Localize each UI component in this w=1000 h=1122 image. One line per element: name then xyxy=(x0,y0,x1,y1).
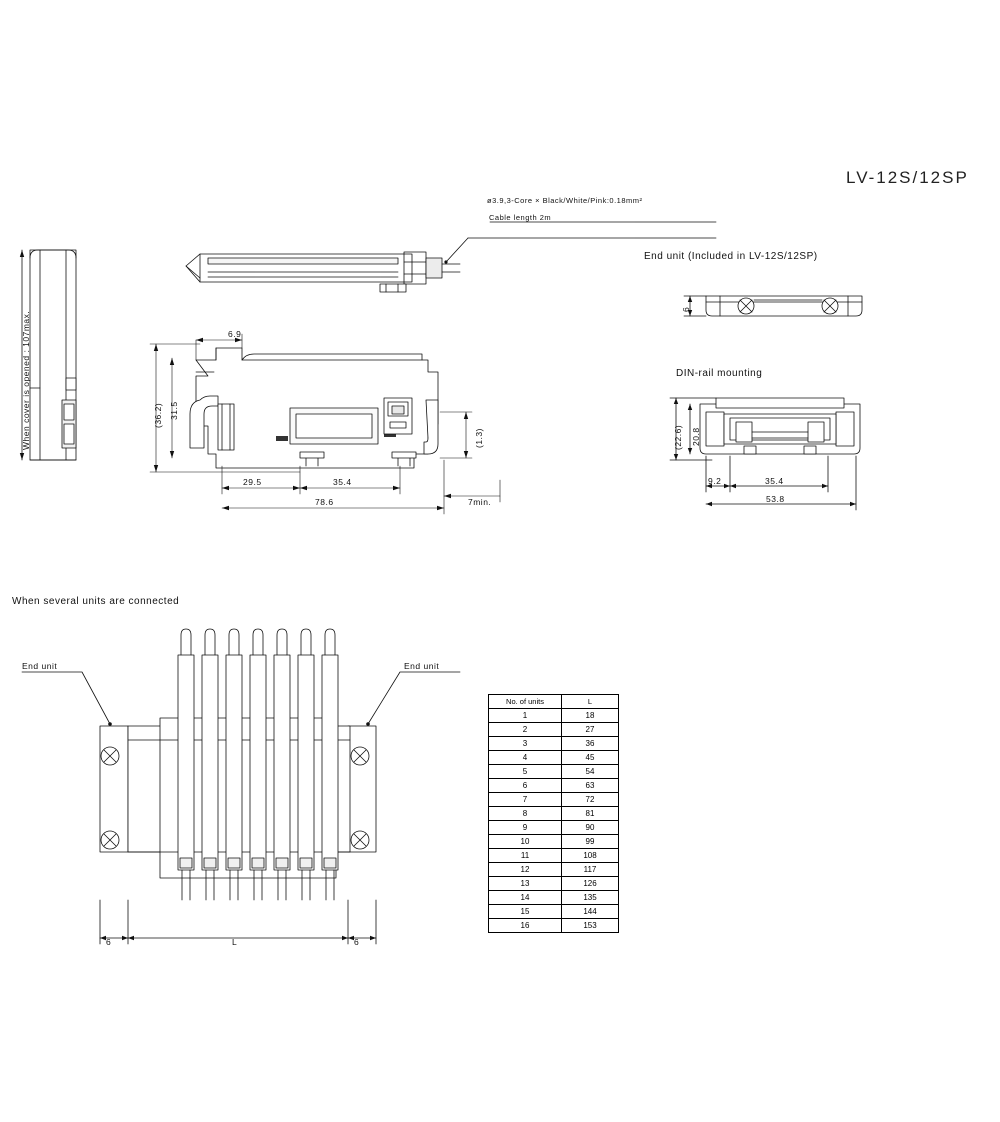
table-header-row xyxy=(489,695,619,709)
cell-length: 90 xyxy=(562,821,619,835)
cell-length: 126 xyxy=(562,877,619,891)
top-view-with-cable xyxy=(186,222,716,292)
front-view xyxy=(190,348,438,468)
cell-length: 54 xyxy=(562,765,619,779)
dim-20-8: 20.8 xyxy=(691,427,701,446)
cell-units: 3 xyxy=(489,737,562,751)
table-row xyxy=(489,849,619,863)
end-unit-left-label: End unit xyxy=(22,661,58,671)
cell-units: 16 xyxy=(489,919,562,933)
table-row xyxy=(489,905,619,919)
cell-units: 10 xyxy=(489,835,562,849)
cover-open-label: When cover is opened : 107max. xyxy=(21,310,31,450)
dim-78-6: 78.6 xyxy=(315,497,334,507)
table-row xyxy=(489,891,619,905)
table-row xyxy=(489,779,619,793)
dim-35-4: 35.4 xyxy=(333,477,352,487)
cell-units: 9 xyxy=(489,821,562,835)
dim-6-9: 6.9 xyxy=(228,329,242,339)
cell-length: 36 xyxy=(562,737,619,751)
table-row xyxy=(489,877,619,891)
table-body xyxy=(489,709,619,933)
table-header-no-of-units: No. of units xyxy=(489,695,562,709)
cell-length: 117 xyxy=(562,863,619,877)
cell-length: 45 xyxy=(562,751,619,765)
table-row xyxy=(489,751,619,765)
table-row xyxy=(489,919,619,933)
dim-1-3: (1.3) xyxy=(474,428,484,448)
end-unit-view xyxy=(681,296,862,316)
dim-31-5: 31.5 xyxy=(169,401,179,420)
dim-22-6: (22.6) xyxy=(673,424,683,450)
dim-9-2: 9.2 xyxy=(708,476,722,486)
multi-unit-view xyxy=(22,629,460,944)
cell-length: 135 xyxy=(562,891,619,905)
cell-units: 12 xyxy=(489,863,562,877)
cell-units: 8 xyxy=(489,807,562,821)
end-unit-note-label: End unit (Included in LV-12S/12SP) xyxy=(644,251,818,262)
cell-units: 6 xyxy=(489,779,562,793)
dim-conn-L: L xyxy=(232,937,238,947)
dim-din-35-4: 35.4 xyxy=(765,476,784,486)
units-length-table xyxy=(488,694,619,933)
cell-length: 99 xyxy=(562,835,619,849)
table-row xyxy=(489,709,619,723)
table-row xyxy=(489,807,619,821)
cable-spec-label-line2: Cable length 2m xyxy=(489,213,552,222)
table-row xyxy=(489,863,619,877)
several-units-label: When several units are connected xyxy=(12,596,180,607)
cable-spec-label-line1: ø3.9,3-Core × Black/White/Pink:0.18mm² xyxy=(487,196,643,205)
table-row xyxy=(489,821,619,835)
dim-53-8: 53.8 xyxy=(766,494,785,504)
cell-length: 81 xyxy=(562,807,619,821)
cell-units: 13 xyxy=(489,877,562,891)
table-row xyxy=(489,835,619,849)
cell-length: 27 xyxy=(562,723,619,737)
dim-7min: 7min. xyxy=(468,497,492,507)
din-rail-view xyxy=(670,398,860,510)
cell-units: 11 xyxy=(489,849,562,863)
cell-units: 7 xyxy=(489,793,562,807)
dim-36-2: (36.2) xyxy=(153,402,163,428)
end-unit-right-label: End unit xyxy=(404,661,440,671)
din-rail-label: DIN-rail mounting xyxy=(676,368,763,379)
cell-length: 108 xyxy=(562,849,619,863)
cell-length: 63 xyxy=(562,779,619,793)
page-title: LV-12S/12SP xyxy=(846,168,969,187)
cell-units: 1 xyxy=(489,709,562,723)
cell-units: 5 xyxy=(489,765,562,779)
cell-length: 153 xyxy=(562,919,619,933)
table-row xyxy=(489,723,619,737)
cell-units: 14 xyxy=(489,891,562,905)
table-row xyxy=(489,793,619,807)
cell-units: 2 xyxy=(489,723,562,737)
dim-conn-left-6: 6 xyxy=(106,937,112,947)
cell-length: 18 xyxy=(562,709,619,723)
dim-end-unit-6: 6 xyxy=(681,306,691,312)
cell-length: 144 xyxy=(562,905,619,919)
cell-units: 15 xyxy=(489,905,562,919)
dim-29-5: 29.5 xyxy=(243,477,262,487)
cell-units: 4 xyxy=(489,751,562,765)
table-row xyxy=(489,765,619,779)
cell-length: 72 xyxy=(562,793,619,807)
dim-conn-right-6: 6 xyxy=(354,937,360,947)
table-header-l: L xyxy=(562,695,619,709)
table-row xyxy=(489,737,619,751)
